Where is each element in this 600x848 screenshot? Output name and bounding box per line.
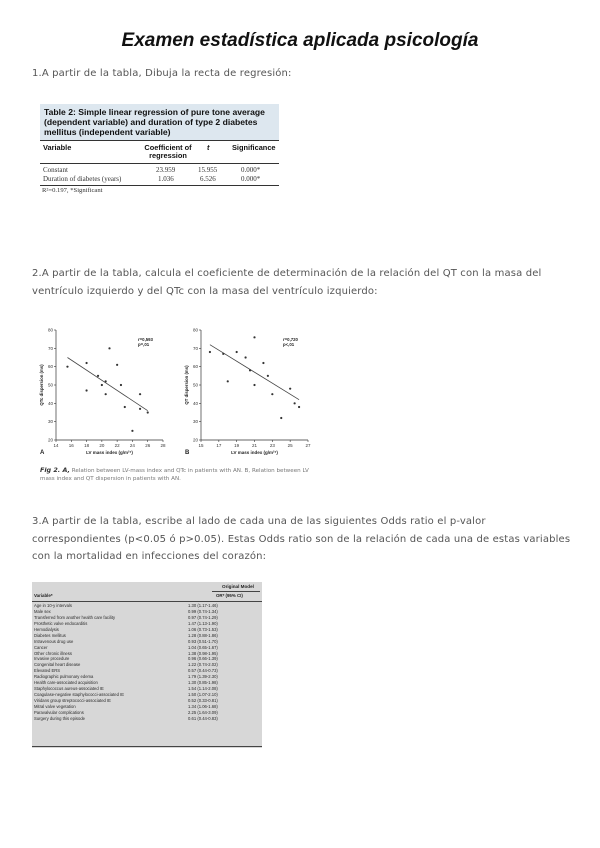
row-duration-sig: 0.000*	[241, 174, 261, 183]
odds-row-variable: Age in 10-y intervals	[34, 603, 72, 608]
row-constant-sig: 0.000*	[241, 165, 261, 174]
y-tick-label: 30	[47, 419, 53, 425]
row-constant-coef: 23.959	[156, 165, 176, 174]
y-tick-label: 60	[192, 364, 198, 370]
x-tick-label: 14	[53, 443, 59, 448]
odds-col-variable: Variable*	[34, 593, 53, 598]
odds-table-model-header: Original Model	[222, 584, 254, 589]
scatter-point	[124, 406, 126, 408]
regression-table-caption: Table 2: Simple linear regression of pure tone average (dependent variable) and duration of type 2 diabetes mellitus (independent variable)	[40, 104, 279, 141]
y-tick-label: 30	[192, 419, 198, 425]
x-tick-label: 28	[160, 443, 166, 448]
page-title: Examen estadística aplicada psicología	[121, 30, 479, 51]
odds-row-or: 1.22 (0.74-2.02)	[188, 662, 218, 668]
x-tick-label: 19	[234, 443, 240, 448]
odds-row-or: 1.79 (1.39-2.30)	[188, 674, 218, 680]
odds-row-or: 0.52 (0.33-0.81)	[188, 698, 218, 703]
x-tick-label: 18	[84, 443, 90, 448]
scatter-point	[280, 417, 282, 419]
scatter-point	[120, 384, 122, 386]
y-tick-label: 40	[192, 400, 198, 406]
scatter-point	[66, 366, 68, 368]
odds-row-or: 1.30 (0.85-1.98)	[188, 680, 218, 686]
odds-row-or: 1.34 (1.06-1.68)	[188, 703, 218, 709]
figure-caption-text: Relation between LV-mass index and QTc in patients with AN. B, Relation between LV mass index and QT dispersion in patients with AN.	[40, 468, 309, 482]
scatter-point	[101, 384, 103, 386]
scatter-point	[85, 389, 87, 391]
col-header-coefficient: Coefficient of regression	[144, 142, 192, 160]
table-rule	[40, 163, 279, 164]
x-tick-label: 27	[305, 443, 311, 448]
odds-table-row	[32, 716, 262, 722]
y-tick-label: 20	[47, 437, 53, 443]
odds-table-rows	[32, 603, 262, 722]
scatter-point	[85, 362, 87, 364]
y-tick-label: 40	[47, 400, 53, 406]
y-axis-label: QTc dispersion (ms)	[39, 364, 44, 406]
col-header-significance: Significance	[232, 142, 276, 152]
odds-row-variable: Cancer	[34, 644, 48, 650]
x-axis-label: LV mass index (g/m²⁷)	[86, 450, 133, 455]
p-value-annotation: p<,01	[283, 342, 295, 347]
x-tick-label: 23	[269, 443, 275, 448]
x-tick-label: 25	[287, 443, 293, 448]
odds-row-variable: Mitral valve vegetation	[34, 703, 76, 709]
scatter-point	[227, 380, 229, 382]
odds-row-variable: Other chronic illness	[34, 650, 72, 656]
row-duration-coef: 1.036	[158, 174, 174, 183]
odds-row-or: 1.06 (0.73-1.53)	[188, 626, 218, 632]
odds-row-variable: Surgery during this episode	[34, 715, 85, 721]
odds-row-variable: Male sex	[34, 608, 51, 614]
scatter-point	[105, 393, 107, 395]
odds-row-variable: Invasive procedure	[34, 656, 70, 662]
scatter-point	[253, 336, 255, 338]
odds-row-or: 2.25 (1.64-3.09)	[188, 709, 218, 715]
scatter-point	[244, 356, 246, 358]
regression-table-grid	[40, 141, 279, 187]
x-axis-label: LV mass index (g/m²⁷)	[231, 450, 278, 455]
correlation-annotation: r=0,720	[283, 337, 298, 342]
odds-row-or: 0.99 (0.74-1.34)	[188, 608, 218, 614]
col-header-t: t	[207, 142, 210, 152]
y-tick-label: 70	[192, 345, 198, 351]
odds-row-or: 0.57 (0.44-0.73)	[188, 668, 218, 674]
scatter-point	[267, 375, 269, 377]
p-value-annotation: p=,01	[138, 342, 150, 347]
scatter-panel-b	[184, 328, 311, 457]
odds-row-or: 1.28 (0.88-1.86)	[188, 632, 218, 638]
odds-row-or: 1.47 (1.13-1.90)	[188, 620, 218, 626]
scatter-point	[222, 353, 224, 355]
x-tick-label: 17	[216, 443, 222, 448]
odds-row-or: 1.30 (1.17-1.46)	[188, 603, 218, 608]
row-duration-label: Duration of diabetes (years)	[43, 174, 122, 183]
scatter-point	[262, 362, 264, 364]
y-tick-label: 70	[47, 345, 53, 351]
row-duration-t: 6.526	[200, 174, 216, 183]
scatter-point	[147, 411, 149, 413]
regression-table-image	[40, 104, 279, 204]
odds-row-variable: Health care-associated acquisition	[34, 680, 98, 686]
scatter-point	[105, 380, 107, 382]
odds-row-or: 1.50 (1.07-2.10)	[188, 692, 218, 698]
odds-ratio-table-image	[32, 582, 262, 748]
scatter-point	[298, 406, 300, 408]
y-tick-label: 50	[47, 382, 53, 388]
odds-row-variable: Hemodialysis	[34, 626, 59, 632]
odds-row-or: 0.61 (0.44-0.83)	[188, 715, 218, 721]
scatter-point	[236, 351, 238, 353]
odds-row-variable: Diabetes mellitus	[34, 632, 66, 638]
odds-row-variable: Staphylococcus aureus-associated IE	[34, 686, 104, 692]
x-tick-label: 24	[129, 443, 135, 448]
scatter-point	[139, 408, 141, 410]
regression-line	[67, 358, 147, 411]
odds-row-variable: Paravalvular complications	[34, 709, 84, 715]
odds-row-variable: Viridans group streptococci-associated IE	[34, 698, 111, 703]
odds-row-variable: Elevated ERS	[34, 668, 61, 674]
scatter-point	[271, 393, 273, 395]
odds-col-or: OR* (95% CI)	[216, 593, 243, 598]
figure-caption	[40, 467, 320, 483]
x-tick-label: 26	[145, 443, 151, 448]
scatter-point	[209, 351, 211, 353]
odds-row-or: 0.97 (0.74-1.29)	[188, 614, 218, 620]
scatter-point	[253, 384, 255, 386]
scatter-figure	[38, 320, 318, 490]
y-axis-label: QT dispersion (ms)	[184, 365, 189, 405]
scatter-point	[131, 430, 133, 432]
col-header-variable: Variable	[43, 142, 72, 152]
table-rule	[32, 601, 262, 602]
y-tick-label: 80	[47, 327, 53, 333]
scatter-point	[97, 375, 99, 377]
y-tick-label: 60	[47, 364, 53, 370]
odds-row-or: 0.93 (0.51-1.70)	[188, 638, 218, 644]
question-3-text: 3.A partir de la tabla, escribe al lado de cada una de las siguientes Odds ratio el p-valor correspondientes (p<0.05 ó p>0.05). Estas Odds ratio son de la relación de cada una de estas variables con la mortalidad en infecciones del corazón:	[32, 516, 571, 562]
x-tick-label: 15	[198, 443, 204, 448]
scatter-point	[289, 388, 291, 390]
regression-table-note: R²=0.197, *Significant	[42, 186, 103, 194]
panel-letter: A	[40, 450, 45, 456]
table-rule	[212, 591, 260, 592]
odds-row-variable: Prosthetic valve endocarditis	[34, 620, 88, 626]
scatter-point	[294, 402, 296, 404]
scatter-point	[139, 393, 141, 395]
odds-row-or: 0.96 (0.66-1.39)	[188, 656, 218, 662]
x-tick-label: 16	[68, 443, 74, 448]
y-tick-label: 50	[192, 382, 198, 388]
question-2-text: 2.A partir de la tabla, calcula el coeficiente de determinación de la relación del QT con la masa del ventrículo izquierdo y del QTc con la masa del ventrículo izquierdo:	[32, 268, 542, 297]
x-tick-label: 22	[114, 443, 120, 448]
odds-row-variable: Transferred from another health care facility	[34, 614, 116, 620]
question-1-text: 1.A partir de la tabla, Dibuja la recta de regresión:	[32, 68, 292, 79]
odds-row-variable: Intravenous drug use	[34, 638, 74, 644]
x-tick-label: 21	[251, 443, 258, 448]
odds-row-or: 1.04 (0.65-1.67)	[188, 644, 218, 650]
odds-row-variable: Coagulase-negative staphylococci-associated IE	[34, 692, 125, 698]
odds-row-variable: Radiographic pulmonary edema	[34, 674, 94, 680]
scatter-point	[116, 364, 118, 366]
x-tick-label: 20	[99, 443, 105, 448]
y-tick-label: 20	[192, 437, 198, 443]
odds-row-or: 1.54 (1.14-2.08)	[188, 686, 218, 692]
odds-row-or: 1.38 (0.98-1.95)	[188, 650, 218, 656]
panel-letter: B	[185, 450, 190, 456]
correlation-annotation: r=0,593	[138, 337, 153, 342]
table-rule	[40, 185, 279, 186]
scatter-panel-a	[39, 328, 166, 457]
figure-caption-label: Fig 2. A,	[40, 466, 70, 474]
scatter-point	[108, 347, 110, 349]
row-constant-t: 15.955	[198, 165, 218, 174]
odds-row-variable: Congenital heart disease	[34, 662, 81, 668]
scatter-point	[249, 369, 251, 371]
row-constant-label: Constant	[43, 165, 68, 174]
y-tick-label: 80	[192, 327, 198, 333]
table-rule	[32, 746, 262, 747]
